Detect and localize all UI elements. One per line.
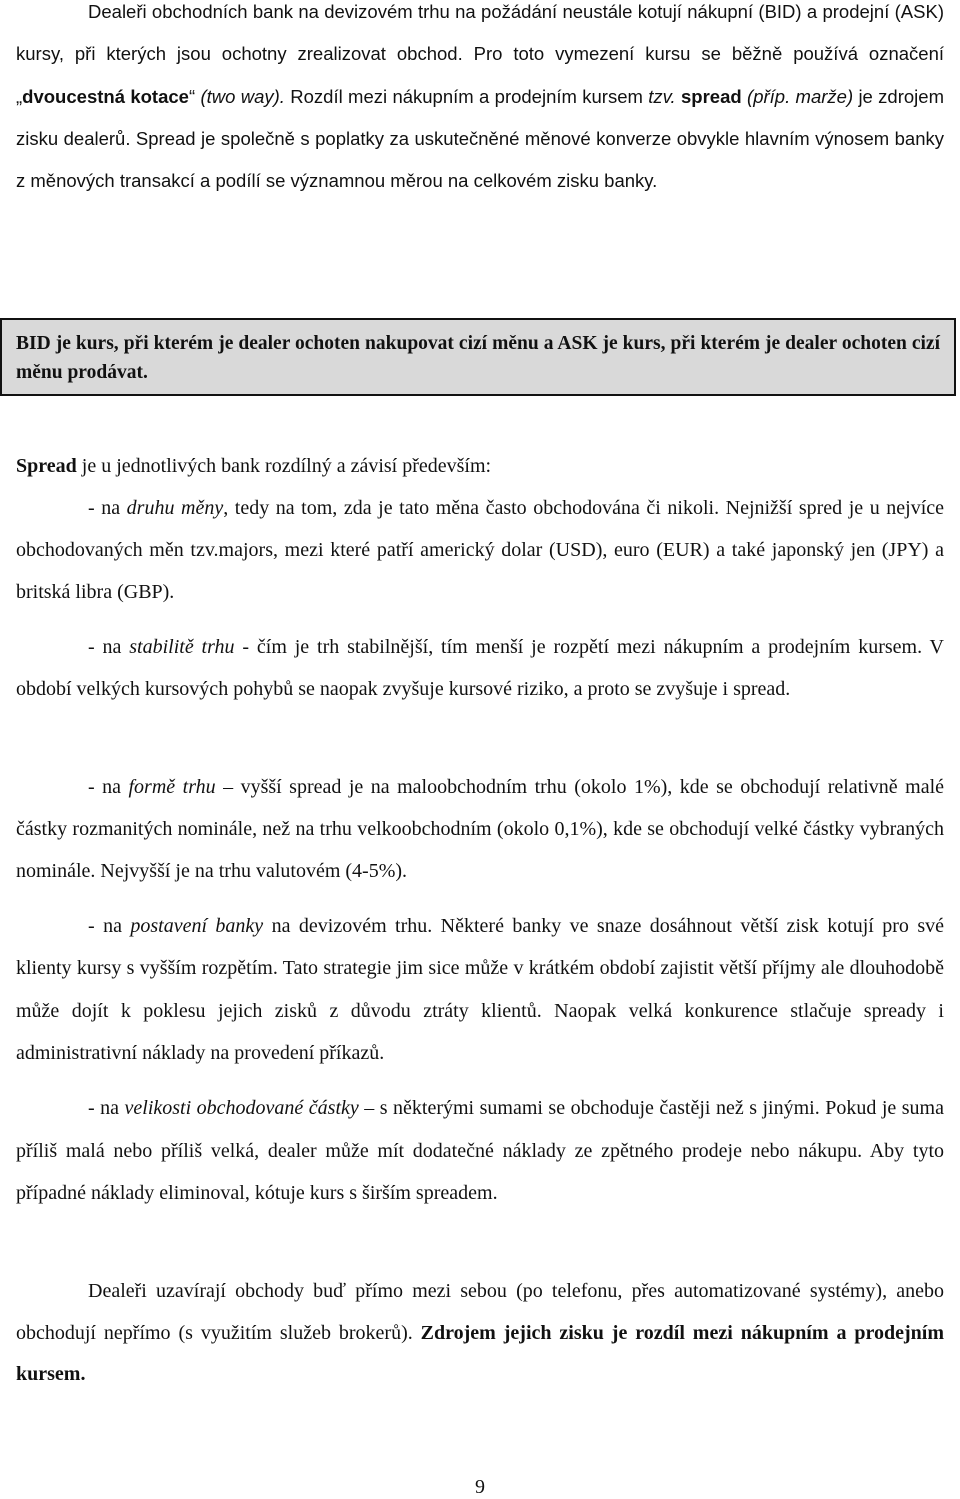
- factor-market-stability: - na stabilitě trhu - čím je trh stabilnější, tím menší je rozpětí mezi nákupním a prodejním kursem. V období velkých kursových pohybů se naopak zvyšuje kursové riziko, a proto se zvyšuje i spread.: [16, 636, 945, 700]
- definition-box: BID je kurs, při kterém je dealer ochoten nakupovat cizí měnu a ASK je kurs, při kterém je dealer ochoten cizí měnu prodávat.: [0, 318, 956, 396]
- paragraph-dealer-trading: Dealeři uzavírají obchody buď přímo mezi sebou (po telefonu, přes automatizované systémy), anebo obchodují nepřímo (s využitím služeb brokerů). Zdrojem jejich zisku je rozdíl mezi nákupním a prodejním kursem.: [16, 1280, 945, 1385]
- factor-trade-size: - na velikosti obchodované částky – s některými sumami se obchoduje častěji než s jinými. Pokud je suma příliš malá nebo příliš velká, dealer může mít dodatečné náklady ze zpětného prodeje nebo nákupu. Aby tyto případné náklady eliminoval, kótuje kurs s širším spreadem.: [16, 1097, 944, 1204]
- paragraph-dealers-quotes: Dealeři obchodních bank na devizovém trhu na požádání neustále kotují nákupní (BID) a prodejní (ASK) kursy, při kterých jsou ochotny zrealizovat obchod. Pro toto vymezení kursu se běžně používá označení „dvoucestná kotace“ (two way). Rozdíl mezi nákupním a prodejním kursem tzv. spread (příp. marže) je zdrojem zisku dealerů. Spread je společně s poplatky za uskutečněné měnové konverze obvykle hlavním výnosem banky z měnových transakcí a podílí se významnou měrou na celkovém zisku banky.: [16, 1, 944, 192]
- factor-market-form: - na formě trhu – vyšší spread je na maloobchodním trhu (okolo 1%), kde se obchodují relativně malé částky rozmanitých nominále, než na trhu velkoobchodním (okolo 0,1%), kde se obchodují velké částky vybraných nominále. Nejvyšší je na trhu valutovém (4-5%).: [16, 776, 944, 882]
- paragraph-spread-factors: Spread je u jednotlivých bank rozdílný a závisí především: - na druhu měny, tedy na tom, zda je tato měna často obchodována či nikoli. Nejnižší spred je u nejvíce obchodovaných měn tzv.majors, mezi které patří americký dolar (USD), euro (EUR) a také japonský jen (JPY) a britská libra (GBP).: [16, 445, 944, 613]
- factor-currency-type: - na druhu měny, tedy na tom, zda je tato měna často obchodována či nikoli. Nejnižší spred je u nejvíce obchodovaných měn tzv.majors, mezi které patří americký dolar (USD), euro (EUR) a také japonský jen (JPY) a britská libra (GBP).: [16, 497, 944, 603]
- page-number: 9: [475, 1476, 485, 1498]
- term-spread: spread: [681, 85, 742, 107]
- factor-bank-position: - na postavení banky na devizovém trhu. Některé banky ve snaze dosáhnout větší zisk kotují pro své klienty kursy s vyšším rozpětím. Tato strategie jim sice může v krátkém období zajistit větší příjmy ale dlouhodobě může dojít k poklesu jejich zisků z důvodu ztráty klientů. Naopak velká konkurence stlačuje spready i administrativní náklady na provedení příkazů.: [16, 915, 945, 1064]
- term-two-way-quote: dvoucestná kotace: [22, 85, 189, 107]
